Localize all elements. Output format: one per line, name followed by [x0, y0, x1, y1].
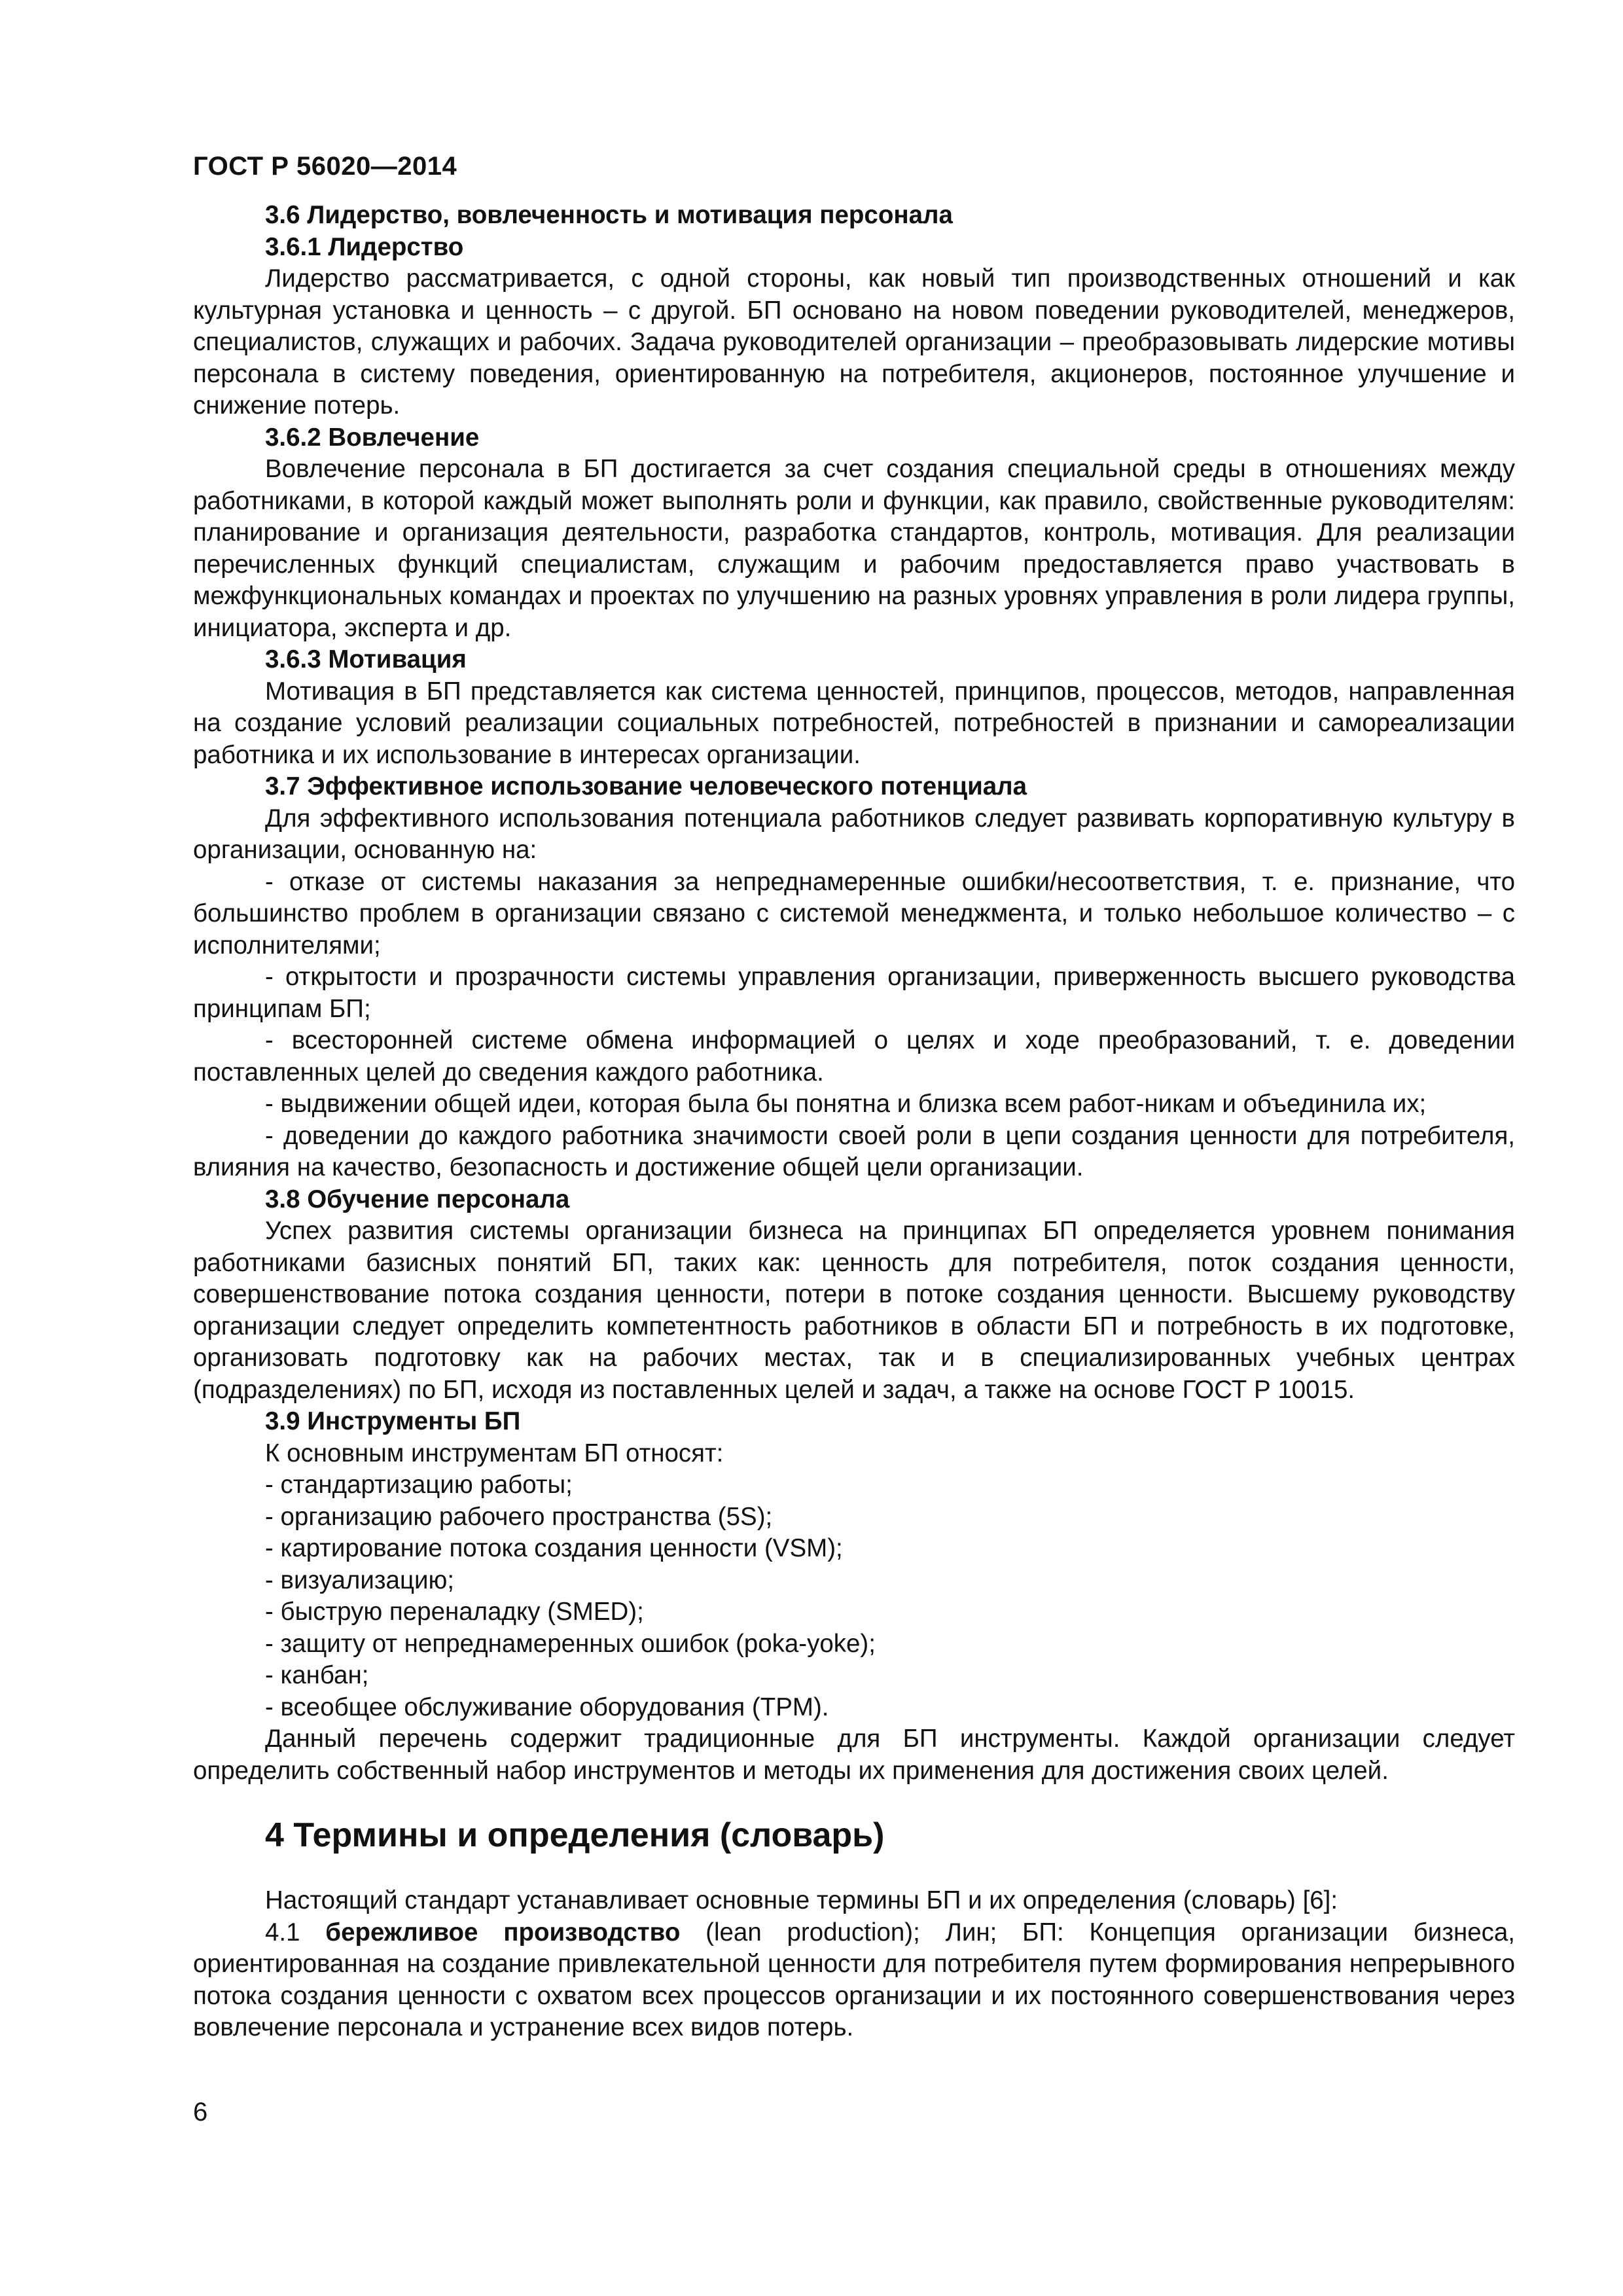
section-3-9-title: 3.9 Инструменты БП	[265, 1407, 521, 1435]
section-3-6-1-title: 3.6.1 Лидерство	[265, 232, 464, 261]
section-3-6-title: 3.6 Лидерство, вовлеченность и мотивация персонала	[265, 201, 953, 229]
document-body	[193, 200, 1515, 2044]
section-3-6-2-title: 3.6.2 Вовлечение	[265, 423, 480, 452]
section-4-title: 4 Термины и определения (словарь)	[265, 1816, 885, 1854]
list-item: - доведении до каждого работника значимости своей роли в цепи создания ценности для потребителя, влияния на качество, безопасность и достижение общей цели организации.	[193, 1121, 1515, 1181]
document-header: ГОСТ Р 56020—2014	[193, 152, 457, 181]
section-3-8-title: 3.8 Обучение персонала	[265, 1185, 570, 1213]
section-3-6-1-text: Лидерство рассматривается, с одной стороны, как новый тип производственных отношений и как культурная установка и ценность – с другой. БП основано на новом поведении руководителей, менеджеров, специалистов, служащих и рабочих. Задача руководителей организации – преобразовывать лидерские мотивы персонала в систему поведения, ориентированную на потребителя, акционеров, постоянное улучшение и снижение потерь.	[193, 264, 1515, 420]
list-item: - отказе от системы наказания за непреднамеренные ошибки/несоответствия, т. е. признание, что большинство проблем в организации связано с системой менеджмента, и только небольшое количество – с исполнителями;	[193, 867, 1515, 960]
definition-text: (lean production); Лин; БП: Концепция организации бизнеса, ориентированная на создание привлекательной ценности для потребителя путем формирования непрерывного потока создания ценности с охватом всех процессов организации и их постоянного совершенствования через вовлечение персонала и устранение всех видов потерь.	[193, 1918, 1515, 2041]
definition-term: бережливое производство	[325, 1918, 681, 1946]
section-3-6-3-text: Мотивация в БП представляется как система ценностей, принципов, процессов, методов, направленная на создание условий реализации социальных потребностей, потребностей в признании и самореализации работника и их использование в интересах организации.	[193, 677, 1515, 769]
list-item: - организацию рабочего пространства (5S);	[265, 1502, 773, 1531]
definition-number: 4.1	[265, 1918, 326, 1946]
section-3-9-intro: К основным инструментам БП относят:	[265, 1439, 724, 1467]
list-item: - всесторонней системе обмена информацией о целях и ходе преобразований, т. е. доведении поставленных целей до сведения каждого работника.	[193, 1026, 1515, 1086]
list-item: - быструю переналадку (SMED);	[265, 1598, 644, 1626]
section-3-9-outro: Данный перечень содержит традиционные для БП инструменты. Каждой организации следует определить собственный набор инструментов и методы их применения для достижения своих целей.	[193, 1725, 1515, 1785]
list-item: - визуализацию;	[265, 1566, 455, 1594]
list-item: - выдвижении общей идеи, которая была бы понятна и близка всем работ-никам и объединила их;	[265, 1090, 1427, 1118]
section-3-8-text: Успех развития системы организации бизнеса на принципах БП определяется уровнем понимания работниками базисных понятий БП, таких как: ценность для потребителя, поток создания ценности, совершенствование потока создания ценности, потери в потоке создания ценности. Высшему руководству организации следует определить компетентность работников в области БП и потребность в их подготовке, организовать подготовку как на рабочих местах, так и в специализированных учебных центрах (подразделениях) по БП, исходя из поставленных целей и задач, а также на основе ГОСТ Р 10015.	[193, 1217, 1515, 1404]
section-3-7-title: 3.7 Эффективное использование человеческого потенциала	[265, 772, 1027, 800]
section-3-6-2-text: Вовлечение персонала в БП достигается за счет создания специальной среды в отношениях между работниками, в которой каждый может выполнять роли и функции, как правило, свойственные руководителям: планирование и организация деятельности, разработка стандартов, контроль, мотивация. Для реализации перечисленных функций специалистам, служащим и рабочим предоставляется право участвовать в межфункциональных командах и проектах по улучшению на разных уровнях управления в роли лидера группы, инициатора, эксперта и др.	[193, 455, 1515, 642]
section-3-6-3-title: 3.6.3 Мотивация	[265, 645, 467, 673]
list-item: - всеобщее обслуживание оборудования (TPM).	[265, 1693, 829, 1721]
section-3-7-intro: Для эффективного использования потенциала работников следует развивать корпоративную культуру в организации, основанную на:	[193, 804, 1515, 864]
list-item: - стандартизацию работы;	[265, 1471, 573, 1499]
list-item: - картирование потока создания ценности (VSM);	[265, 1534, 843, 1562]
list-item: - открытости и прозрачности системы управления организации, приверженность высшего руководства принципам БП;	[193, 963, 1515, 1023]
section-4-intro: Настоящий стандарт устанавливает основные термины БП и их определения (словарь) [6]:	[265, 1886, 1338, 1914]
page-number: 6	[193, 2098, 208, 2126]
list-item: - защиту от непреднамеренных ошибок (poka-yoke);	[265, 1629, 876, 1658]
definition-4-1	[193, 1917, 1515, 2044]
list-item: - канбан;	[265, 1661, 369, 1689]
